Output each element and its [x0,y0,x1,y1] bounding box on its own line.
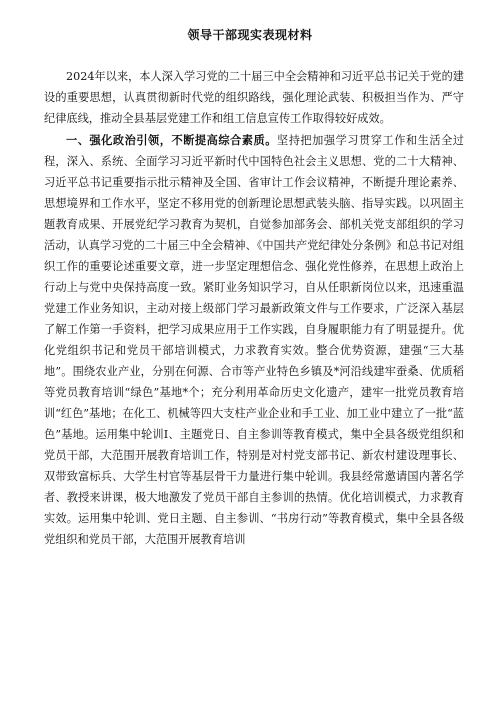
document-title: 领导干部现实表现材料 [187,28,313,42]
section-1-paragraph [44,130,464,550]
intro-paragraph: 2024年以来，本人深入学习党的二十届三中全会精神和习近平总书记关于党的建设的重要思想，认真贯彻新时代党的组织路线，强化理论武装、积极担当作为、严守纪律底线，推动全县基层党建工作和组工信息宣传工作取得较好成效。 [44,70,464,125]
section-1-body: 坚持把加强学习贯穿工作和生活全过程，深入、系统、全面学习习近平新时代中国特色社会主义思想、党的二十大精神、习近平总书记重要指示批示精神及全国、省审计工作会议精神，不断提升理论素养、思想境界和工作水平，坚定不移用党的创新理论思想武装头脑、指导实践。以巩固主题教育成果、开展党纪学习教育为契机，自觉参加部务会、部机关党支部组织的学习活动，认真学习党的二十届三中全会精神、《中国共产党纪律处分条例》和总书记对组织工作的重要论述重要文章，进一步坚定理想信念、强化党性修养，在思想上政治上行动上与党中央保持高度一致。紧盯业务知识学习，自从任职新岗位以来，迅速重温党建工作业务知识，主动对接上级部门学习最新政策文件与工作要求，广泛深入基层了解工作第一手资料，把学习成果应用于工作实践，自身履职能力有了明显提升。优化党组织书记和党员干部培训模式，力求教育实效。整合优势资源，建强“三大基地”。围绕农业产业，分别在何源、合市等产业特色乡镇及*河沿线建牢蚕桑、优质稻等党员教育培训“绿色”基地*个；充分利用革命历史文化遗产，建牢一批党员教育培训“红色”基地；在化工、机械等四大支柱产业企业和手工业、加工业中建立了一批“蓝色”基地。运用集中轮训I、主题党日、自主参训等教育模式，集中全县各级党组织和党员干部，大范围开展教育培训工作，特别是对村党支部书记、新农村建设理事长、双带致富标兵、大学生村官等基层骨干力量进行集中轮训。我县经常邀请国内著名学者、教授来讲课，极大地激发了党员干部自主参训的热情。优化培训模式，力求教育实效。运用集中轮训、党日主题、自主参训、“书房行动”等教育模式，集中全县各级党组织和党员干部，大范围开展教育培训 [44,134,464,546]
section-1-heading: 一、强化政治引领，不断提高综合素质。 [66,134,277,147]
